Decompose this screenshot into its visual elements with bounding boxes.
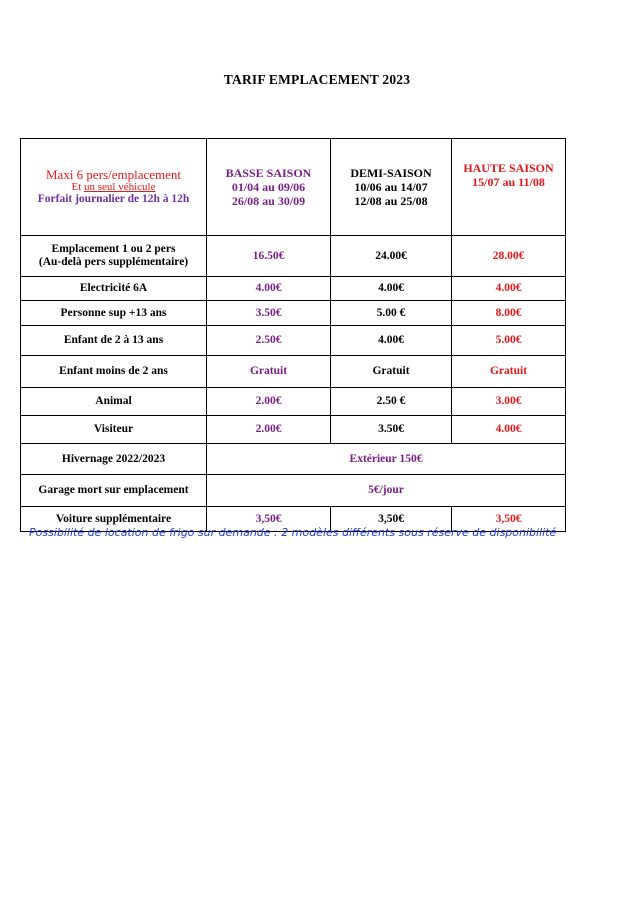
- page-title: TARIF EMPLACEMENT 2023: [223, 72, 411, 87]
- demi-saison-dates-1: 10/06 au 14/07: [354, 180, 428, 194]
- price-basse: 4.00€: [207, 277, 331, 301]
- row-label: Personne sup +13 ans: [21, 301, 207, 326]
- row-label: Voiture supplémentaire: [21, 507, 207, 532]
- header-conditions-cell: [21, 139, 207, 236]
- price-basse: 2.00€: [207, 416, 331, 444]
- demi-saison-title: DEMI-SAISON: [350, 166, 432, 180]
- daily-forfait-label: Forfait journalier de 12h à 12h: [37, 193, 190, 205]
- price-haute: 4.00€: [452, 277, 566, 301]
- price-merged: Extérieur 150€: [207, 444, 566, 475]
- demi-saison-dates-2: 12/08 au 25/08: [354, 194, 428, 208]
- price-demi: 4.00€: [331, 277, 452, 301]
- price-basse: 3,50€: [207, 507, 331, 532]
- table-header-row: [21, 139, 566, 236]
- row-label: Animal: [21, 388, 207, 416]
- basse-saison-dates-2: 26/08 au 30/09: [231, 194, 306, 208]
- price-demi: 2.50 €: [331, 388, 452, 416]
- price-basse: 3.50€: [207, 301, 331, 326]
- table-row: [21, 236, 566, 277]
- price-basse: 2.00€: [207, 388, 331, 416]
- basse-saison-title: BASSE SAISON: [225, 166, 312, 180]
- row-label: Electricité 6A: [21, 277, 207, 301]
- price-demi: 3.50€: [331, 416, 452, 444]
- table-row: [21, 326, 566, 356]
- price-haute: 5.00€: [452, 326, 566, 356]
- table-row: [21, 301, 566, 326]
- price-basse: 16.50€: [207, 236, 331, 277]
- price-demi: Gratuit: [331, 356, 452, 388]
- price-merged: 5€/jour: [207, 475, 566, 507]
- haute-saison-dates: 15/07 au 11/08: [472, 175, 545, 189]
- header-haute-saison: [452, 139, 566, 236]
- header-demi-saison: [331, 139, 452, 236]
- table-row: [21, 475, 566, 507]
- table-row: [21, 356, 566, 388]
- price-demi: 3,50€: [331, 507, 452, 532]
- haute-saison-title: HAUTE SAISON: [463, 161, 554, 175]
- price-demi: 24.00€: [331, 236, 452, 277]
- fridge-rental-note: Possibilité de location de frigo sur demande : 2 modèles différents sous réserve de disponibilité: [29, 526, 557, 539]
- price-demi: 5.00 €: [331, 301, 452, 326]
- row-label: Emplacement 1 ou 2 pers (Au-delà pers supplémentaire): [21, 236, 207, 277]
- row-label: Hivernage 2022/2023: [21, 444, 207, 475]
- table-row: [21, 388, 566, 416]
- price-haute: 28.00€: [452, 236, 566, 277]
- price-haute: Gratuit: [452, 356, 566, 388]
- table-row: [21, 444, 566, 475]
- price-haute: 3.00€: [452, 388, 566, 416]
- basse-saison-dates-1: 01/04 au 09/06: [231, 180, 306, 194]
- row-label: Visiteur: [21, 416, 207, 444]
- max-persons-label: Maxi 6 pers/emplacement: [45, 167, 181, 182]
- table-row: [21, 416, 566, 444]
- row-label: Garage mort sur emplacement: [21, 475, 207, 507]
- price-haute: 4.00€: [452, 416, 566, 444]
- price-basse: 2.50€: [207, 326, 331, 356]
- price-haute: 8.00€: [452, 301, 566, 326]
- table-row: [21, 277, 566, 301]
- row-label: Enfant de 2 à 13 ans: [21, 326, 207, 356]
- tariff-table: [20, 138, 566, 532]
- vehicle-limit-label: Et un seul véhicule: [71, 181, 156, 193]
- header-basse-saison: [207, 139, 331, 236]
- price-basse: Gratuit: [207, 356, 331, 388]
- price-haute: 3,50€: [452, 507, 566, 532]
- row-label: Enfant moins de 2 ans: [21, 356, 207, 388]
- price-demi: 4.00€: [331, 326, 452, 356]
